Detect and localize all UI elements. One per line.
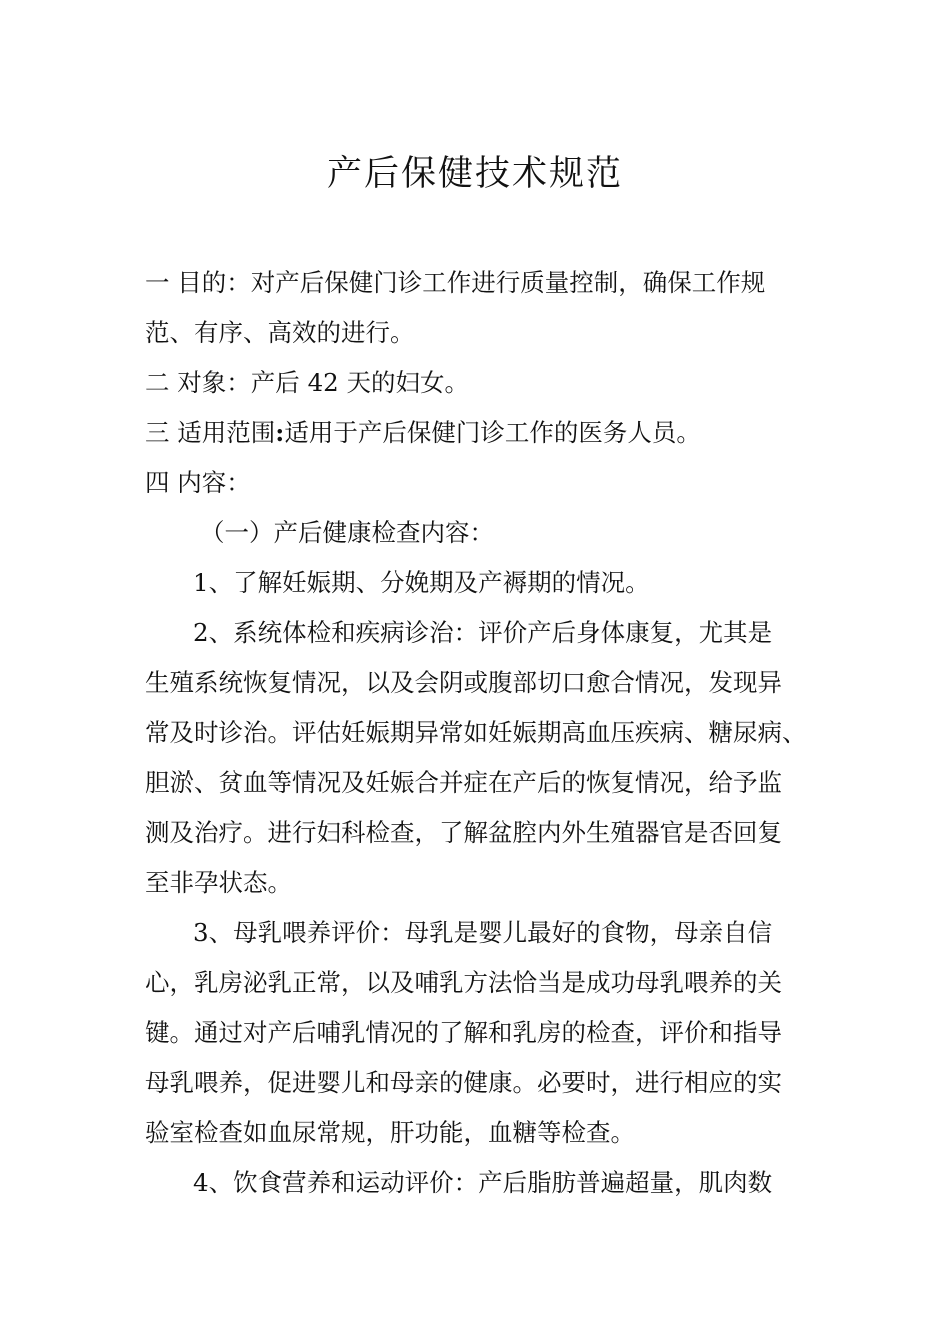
document-title: 产后保健技术规范 [326,154,623,194]
list-item-3-cont-4: 验室检查如血尿常规，肝功能，血糖等检查。 [145,1118,635,1147]
paragraph-line-subject: 二 对象：产后 42 天的妇女。 [145,368,470,397]
list-item-2-cont-1: 生殖系统恢复情况，以及会阴或腹部切口愈合情况，发现异 [145,668,782,697]
list-item-2-cont-5: 至非孕状态。 [145,868,292,897]
list-item-3: 3、母乳喂养评价：母乳是婴儿最好的食物，母亲自信 [193,918,773,947]
paragraph-line-content-heading: 四 内容： [145,468,251,497]
list-item-2-cont-2: 常及时诊治。评估妊娠期异常如妊娠期高血压疾病、糖尿病、 [145,718,807,747]
scope-label: 三 适用范围 [145,418,276,447]
list-item-1: 1、了解妊娠期、分娩期及产褥期的情况。 [193,568,650,597]
scope-colon: : [275,418,285,447]
list-item-3-cont-2: 键。通过对产后哺乳情况的了解和乳房的检查，评价和指导 [145,1018,782,1047]
scope-text: 适用于产后保健门诊工作的医务人员。 [284,418,701,447]
list-item-3-cont-3: 母乳喂养，促进婴儿和母亲的健康。必要时，进行相应的实 [145,1068,782,1097]
paragraph-line-scope [145,416,701,450]
list-item-2-cont-4: 测及治疗。进行妇科检查，了解盆腔内外生殖器官是否回复 [145,818,782,847]
list-item-2-cont-3: 胆淤、贫血等情况及妊娠合并症在产后的恢复情况，给予监 [145,768,782,797]
list-item-4: 4、饮食营养和运动评价：产后脂肪普遍超量，肌肉数 [193,1168,773,1197]
list-item-2: 2、系统体检和疾病诊治：评价产后身体康复，尤其是 [193,618,773,647]
subsection-heading: （一）产后健康检查内容： [200,518,494,547]
paragraph-line-purpose-cont: 范、有序、高效的进行。 [145,318,415,347]
list-item-3-cont-1: 心，乳房泌乳正常，以及哺乳方法恰当是成功母乳喂养的关 [145,968,782,997]
paragraph-line-purpose: 一 目的：对产后保健门诊工作进行质量控制，确保工作规 [145,268,766,297]
